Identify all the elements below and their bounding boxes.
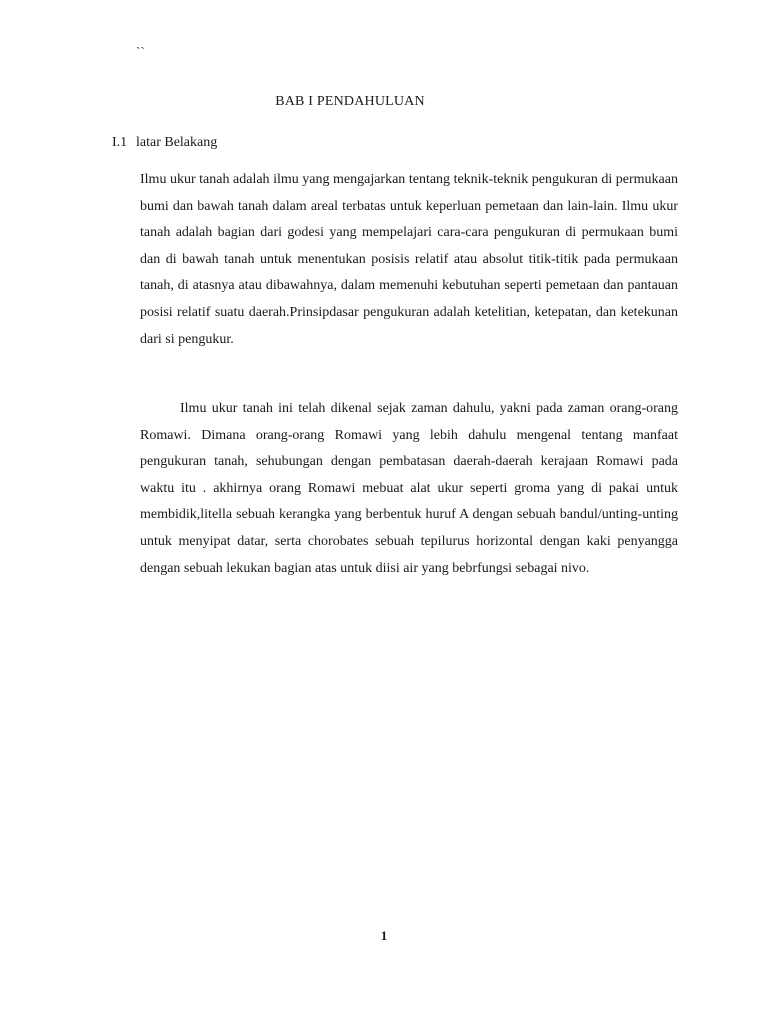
top-mark: `` [136,44,145,59]
paragraph-2: Ilmu ukur tanah ini telah dikenal sejak zaman dahulu, yakni pada zaman orang-orang Romawi. Dimana orang-orang Romawi yang lebih dahulu mengenal tentang manfaat pengukuran tanah, sehubungan dengan pembatasan daerah-daerah kerajaan Romawi pada waktu itu . akhirnya orang Romawi mebuat alat ukur seperti groma yang di pakai untuk membidik,litella sebuah kerangka yang berbentuk huruf A dengan sebuah bandul/unting-unting untuk menyipat datar, serta chorobates sebuah tepilurus horizontal dengan kaki penyangga dengan sebuah lekukan bagian atas untuk diisi air yang bebrfungsi sebagai nivo. [140,401,678,576]
paragraph-1: Ilmu ukur tanah adalah ilmu yang mengajarkan tentang teknik-teknik pengukuran di permukaan bumi dan bawah tanah dalam areal terbatas untuk keperluan pemetaan dan lain-lain. Ilmu ukur tanah adalah bagian dari godesi yang mempelajari cara-cara pengukuran di permukaan bumi dan di bawah tanah untuk menentukan posisis relatif atau absolut titik-titik pada permukaan tanah, di atasnya atau dibawahnya, dalam memenuhi kebutuhan seperti pemetaan dan pantauan posisi relatif suatu daerah.Prinsipdasar pengukuran adalah ketelitian, ketepatan, dan ketekunan dari si pengukur. [140,172,678,347]
section-title: latar Belakang [136,135,218,150]
section-heading [112,135,217,151]
page-number: 1 [380,928,388,943]
chapter-title: BAB I PENDAHULUAN [275,94,425,109]
section-number: I.1 [112,135,128,150]
